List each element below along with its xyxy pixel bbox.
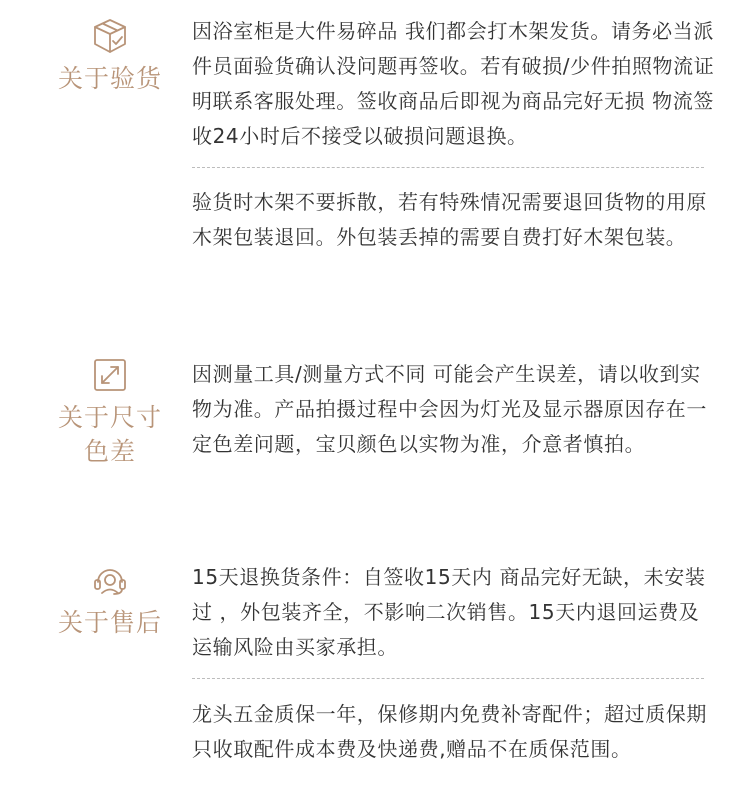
after-sales-label: 关于售后	[57, 608, 162, 637]
package-check-icon	[90, 16, 130, 56]
after-sales-paragraph-2: 龙头五金质保一年，保修期内免费补寄配件；超过质保期只收取配件成本费及快递费,赠品不在质保范围。	[192, 702, 707, 761]
size-color-paragraph: 因测量工具/测量方式不同 可能会产生误差，请以收到实物为准。产品拍摄过程中会因为灯光及显示器原因存在一定色差问题，宝贝颜色以实物为准，介意者慎拍。	[192, 362, 707, 456]
size-color-label: 关于尺寸 色差	[57, 403, 162, 466]
inspection-divider	[192, 167, 704, 168]
resize-arrows-icon	[90, 355, 130, 395]
after-sales-label-col	[40, 560, 180, 640]
after-sales-divider	[192, 678, 704, 679]
inspection-paragraph-1: 因浴室柜是大件易碎品 我们都会打木架发货。请务必当派件员面验货确认没问题再签收。若有破损/少件拍照物流证明联系客服处理。签收商品后即视为商品完好无损 物流签收24小时后不接受以破损问题退换。	[192, 19, 715, 148]
size-color-label-col	[40, 355, 180, 469]
after-sales-paragraph-1: 15天退换货条件：自签收15天内 商品完好无缺，未安装过 ，外包装齐全，不影响二次销售。15天内退回运费及运输风险由买家承担。	[192, 565, 706, 659]
inspection-label-col	[40, 16, 180, 96]
inspection-paragraph-2: 验货时木架不要拆散，若有特殊情况需要退回货物的用原木架包装退回。外包装丢掉的需要自费打好木架包装。	[192, 190, 707, 249]
headset-service-icon	[90, 560, 130, 600]
inspection-label: 关于验货	[57, 64, 162, 93]
